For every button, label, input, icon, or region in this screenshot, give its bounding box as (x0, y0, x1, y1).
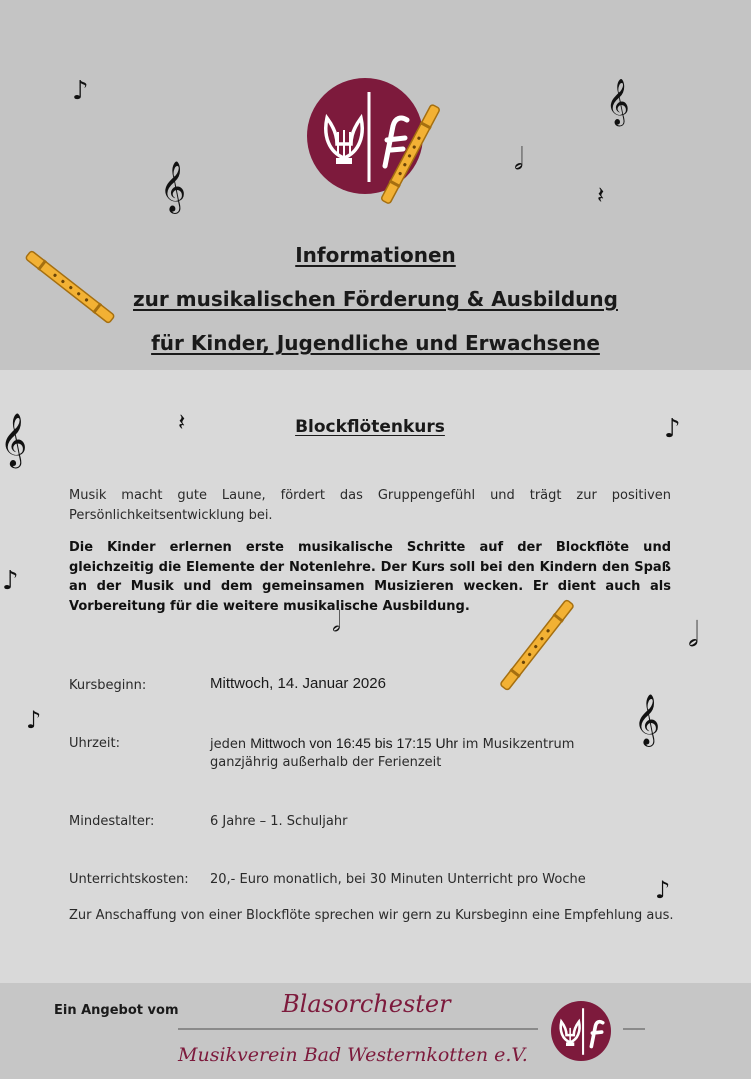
time-prefix: jeden (210, 737, 247, 752)
start-value: Mittwoch, 14. Januar 2026 (210, 675, 386, 692)
quarter-rest-icon: 𝄽 (597, 181, 605, 209)
footer-divider (623, 1028, 645, 1030)
start-label: Kursbeginn: (69, 678, 147, 693)
footer-divider (178, 1028, 538, 1030)
age-value: 6 Jahre – 1. Schuljahr (210, 814, 348, 829)
lyre-and-forte-icon (551, 1001, 611, 1061)
recorder-icon (380, 98, 440, 213)
half-note-icon: 𝅗𝅥 (688, 615, 699, 655)
footer-logo (551, 1001, 611, 1061)
eighth-note-icon: ♪ (664, 414, 681, 444)
page-audience: für Kinder, Jugendliche und Erwachsene (151, 331, 600, 355)
age-label: Mindestalter: (69, 814, 155, 829)
time-value-line-1 (210, 735, 574, 752)
course-title: Blockflötenkurs (295, 417, 445, 437)
half-note-icon: 𝅗𝅥 (514, 142, 524, 177)
treble-clef-icon: 𝄞 (606, 79, 630, 125)
org-name-line-1: Blasorchester (282, 990, 451, 1018)
treble-clef-icon: 𝄞 (0, 412, 28, 466)
time-value: Mittwoch von 16:45 bis 17:15 Uhr (250, 735, 459, 751)
page-title: Informationen (295, 243, 456, 267)
offer-label: Ein Angebot vom (54, 1003, 179, 1018)
cost-label: Unterrichtskosten: (69, 872, 189, 887)
treble-clef-icon: 𝄞 (634, 694, 661, 745)
time-value-line-2: ganzjährig außerhalb der Ferienzeit (210, 755, 442, 770)
eighth-note-icon: ♪ (2, 566, 19, 596)
page-subtitle: zur musikalischen Förderung & Ausbildung (133, 287, 618, 311)
cost-value: 20,- Euro monatlich, bei 30 Minuten Unterricht pro Woche (210, 872, 586, 887)
org-name-line-2: Musikverein Bad Westernkotten e.V. (178, 1044, 528, 1066)
time-location: im Musikzentrum (462, 737, 575, 752)
eighth-note-icon: ♪ (655, 876, 671, 904)
recorder-note: Zur Anschaffung von einer Blockflöte sprechen wir gern zu Kursbeginn eine Empfehlung aus. (69, 908, 674, 923)
treble-clef-icon: 𝄞 (160, 161, 187, 212)
eighth-note-icon: ♪ (72, 76, 89, 106)
eighth-note-icon: ♪ (26, 706, 42, 734)
course-intro: Musik macht gute Laune, fördert das Gruppengefühl und trägt zur positiven Persönlichkeitsentwicklung bei. (69, 488, 671, 523)
quarter-rest-icon: 𝄽 (178, 408, 186, 436)
course-description: Die Kinder erlernen erste musikalische Schritte auf der Blockflöte und gleichzeitig die Elemente der Notenlehre. Der Kurs soll bei den Kindern den Spaß an der Musik und dem gemeinsamen Musizieren wecken. Er dient auch als Vorbereitung für die weitere musikalische Ausbildung. (69, 540, 671, 614)
time-label: Uhrzeit: (69, 736, 121, 751)
half-note-icon: 𝅗𝅥 (332, 605, 341, 638)
